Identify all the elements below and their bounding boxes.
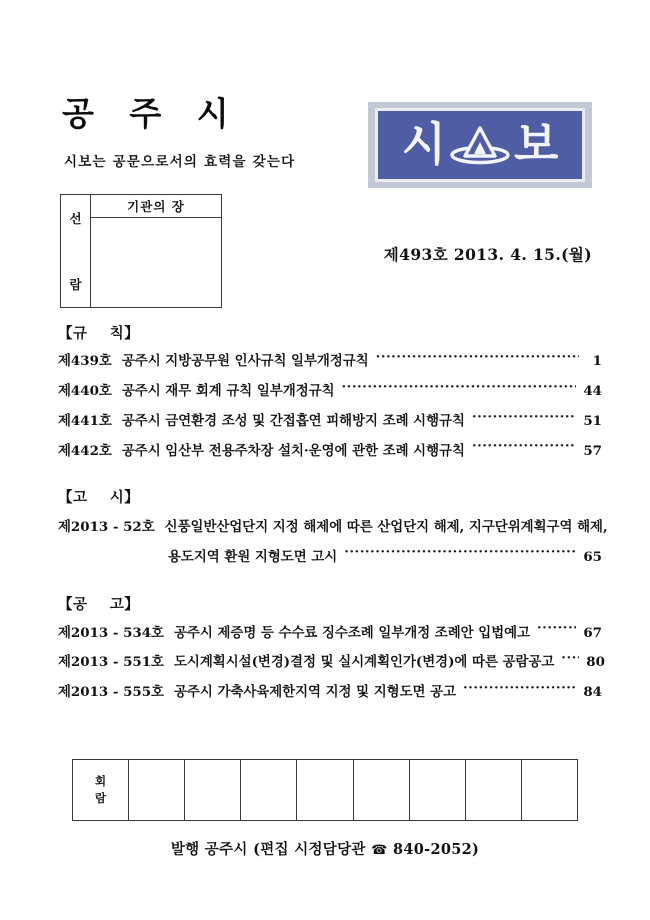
hoeram-empty-cell[interactable]: [410, 760, 466, 820]
entry-title: 공주시 금연환경 조성 및 간접흡연 피해방지 조례 시행규칙: [121, 412, 465, 429]
hoeram-empty-cell[interactable]: [466, 760, 522, 820]
entry-number: 제441호: [58, 412, 112, 429]
telephone-icon: ☎: [371, 843, 388, 858]
entry-title: 공주시 제증명 등 수수료 징수조례 일부개정 조례안 입법예고: [173, 624, 530, 641]
toc-entry[interactable]: [58, 441, 602, 458]
entry-number: 제2013 - 534호: [58, 624, 164, 641]
entry-title: 공주시 임산부 전용주차장 설치·운영에 관한 조례 시행규칙: [121, 442, 465, 459]
publisher-footer: [0, 838, 650, 859]
seonram-label-column: [61, 195, 91, 307]
toc-entry[interactable]: [58, 653, 605, 671]
entry-title-line2: 용도지역 환원 지형도면 고시: [168, 549, 338, 566]
section-heading: 【규 칙】: [58, 325, 140, 342]
entry-page-number: 57: [583, 442, 602, 459]
leader-dots: [342, 382, 577, 395]
issue-number-date: 제493호 2013. 4. 15.(월): [383, 245, 592, 264]
hoeram-empty-cell[interactable]: [354, 760, 410, 820]
toc-entry[interactable]: [58, 683, 602, 700]
hoeram-circulation-table: [72, 759, 578, 821]
toc-entry[interactable]: [58, 412, 602, 429]
toc-entry[interactable]: [58, 516, 608, 566]
logo-inner-frame: [375, 108, 585, 182]
entry-page-number: 51: [583, 412, 602, 429]
toc-entry[interactable]: [58, 623, 602, 640]
leader-dots: [472, 412, 576, 425]
hoeram-label-cell: [73, 760, 129, 820]
leader-dots: [472, 441, 576, 454]
seonram-label-top: 선: [69, 211, 82, 226]
entry-title: 공주시 재무 회계 규칙 일부개정규칙: [121, 383, 335, 400]
entry-page-number: 80: [586, 654, 605, 671]
logo-char-bo: 보: [514, 117, 559, 171]
hoeram-label-bottom: 람: [94, 791, 107, 805]
leader-dots: [537, 623, 576, 636]
entry-line-second: [58, 546, 602, 565]
entry-title: 도시계획시설(변경)결정 및 실시계획인가(변경)에 따른 공람공고: [173, 654, 555, 671]
leader-dots: [561, 653, 579, 666]
hoeram-empty-cell[interactable]: [241, 760, 297, 820]
entry-line-first: [58, 516, 608, 536]
entry-page-number: 1: [592, 353, 602, 370]
hoeram-empty-cell[interactable]: [129, 760, 185, 820]
entry-page-number: 67: [583, 624, 602, 641]
publisher-phone: 840-2052): [392, 841, 480, 858]
seonram-label-bottom: 람: [69, 277, 82, 292]
masthead-tagline: 시보는 공문으로서의 효력을 갖는다: [64, 154, 296, 170]
entry-page-number: 44: [583, 383, 602, 400]
toc-entry[interactable]: [58, 352, 602, 369]
seonram-signature-column: [91, 195, 221, 307]
table-of-contents: [58, 322, 608, 713]
gongju-city-emblem-icon: [450, 122, 510, 168]
page-title: 공 주 시: [62, 94, 241, 133]
seonram-header-cell: 기관의 장: [91, 195, 221, 218]
entry-page-number: 84: [583, 684, 602, 701]
leader-dots: [344, 548, 576, 561]
entry-number: 제2013 - 555호: [58, 684, 164, 701]
hoeram-empty-cell[interactable]: [297, 760, 353, 820]
leader-dots: [463, 683, 576, 696]
leader-dots: [376, 352, 579, 365]
siboletter-logo-plate: [368, 102, 592, 188]
section-heading: 【공 고】: [58, 596, 140, 614]
toc-section-announcements: [58, 593, 605, 701]
section-heading: 【고 시】: [58, 489, 140, 507]
publisher-text: 발행 공주시 (편집 시정담당관: [170, 841, 366, 858]
seonram-approval-box: [60, 194, 222, 308]
toc-section-rules: [58, 322, 602, 458]
entry-title-line1: 신풍일반산업단지 지정 해제에 따른 산업단지 해제, 지구단위계획구역 해제,: [164, 519, 608, 536]
entry-title: 공주시 지방공무원 인사규칙 일부개정규칙: [121, 353, 369, 370]
hoeram-label-top: 회: [94, 773, 107, 788]
entry-number: 제442호: [58, 442, 112, 459]
entry-number: 제440호: [58, 383, 112, 400]
entry-number: 제2013 - 52호: [58, 519, 155, 536]
logo-content: [378, 111, 582, 179]
hoeram-empty-cell[interactable]: [185, 760, 241, 820]
hoeram-empty-cell[interactable]: [522, 760, 577, 820]
toc-section-notices: [58, 486, 608, 566]
entry-number: 제2013 - 551호: [58, 654, 164, 671]
toc-entry[interactable]: [58, 382, 602, 399]
entry-title: 공주시 가축사육제한지역 지정 및 지형도면 공고: [173, 684, 456, 701]
entry-number: 제439호: [58, 353, 112, 370]
entry-page-number: 65: [583, 549, 602, 566]
logo-char-si: 시: [401, 117, 446, 171]
